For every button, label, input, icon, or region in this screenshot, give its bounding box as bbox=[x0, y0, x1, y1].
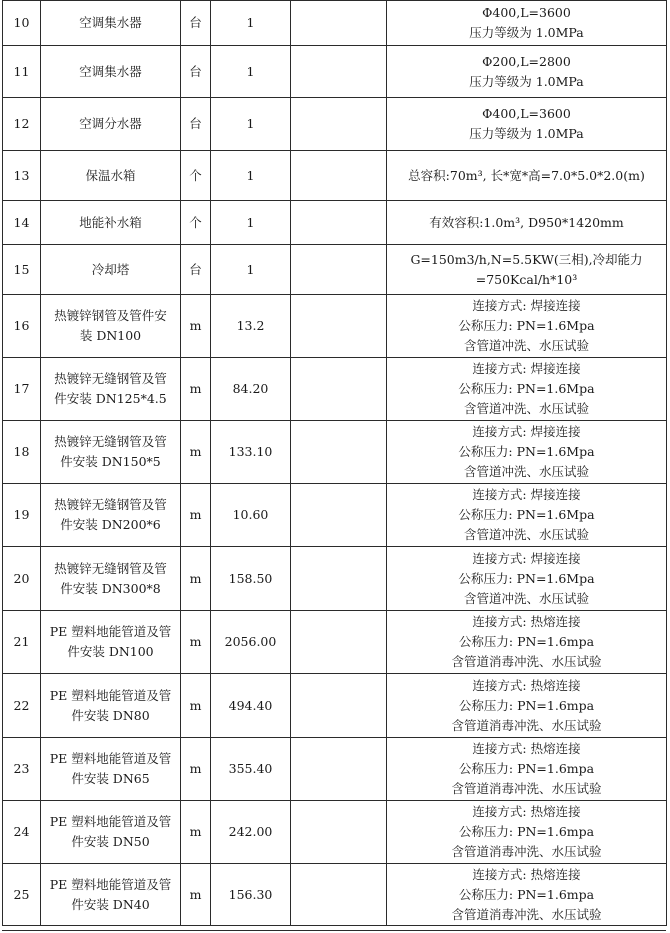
item-spec bbox=[387, 421, 667, 484]
item-spec bbox=[387, 358, 667, 421]
item-name-line: 地能补水箱 bbox=[79, 214, 142, 230]
item-quantity: 10.60 bbox=[211, 484, 291, 547]
item-number: 14 bbox=[3, 201, 41, 245]
table-row bbox=[3, 98, 667, 151]
item-name-line: 件安装 DN150*5 bbox=[60, 454, 161, 469]
item-number: 23 bbox=[3, 738, 41, 801]
item-spec bbox=[387, 738, 667, 801]
item-name-line: 热镀锌钢管及管件安 bbox=[54, 308, 167, 323]
item-spec bbox=[387, 801, 667, 864]
item-spec-line: 含管道消毒冲洗、水压试验 bbox=[451, 654, 602, 669]
item-name-line: PE 塑料地能管道及管 bbox=[49, 751, 172, 766]
item-name bbox=[41, 738, 181, 801]
item-name bbox=[41, 1, 181, 46]
bottom-rule bbox=[2, 930, 666, 931]
blank-cell bbox=[291, 864, 387, 926]
item-spec-line: 连接方式: 焊接连接 bbox=[472, 298, 581, 313]
item-unit: m bbox=[181, 611, 211, 674]
item-unit: 台 bbox=[181, 98, 211, 151]
item-name bbox=[41, 358, 181, 421]
item-name-line: 件安装 DN125*4.5 bbox=[54, 391, 167, 406]
blank-cell bbox=[291, 151, 387, 201]
item-name-line: 件安装 DN300*8 bbox=[60, 580, 161, 596]
item-spec-line: 含管道冲洗、水压试验 bbox=[463, 338, 589, 353]
item-number: 24 bbox=[3, 801, 41, 864]
item-name-line: 空调集水器 bbox=[79, 15, 142, 30]
item-spec-line: 连接方式: 焊接连接 bbox=[472, 361, 581, 376]
item-quantity: 1 bbox=[211, 1, 291, 46]
item-name-line: 件安装 DN40 bbox=[71, 896, 150, 912]
item-spec bbox=[387, 245, 667, 295]
blank-cell bbox=[291, 98, 387, 151]
item-spec-line: 连接方式: 热熔连接 bbox=[472, 804, 581, 819]
table-row bbox=[3, 801, 667, 864]
item-spec-line: Φ400,L=3600 bbox=[482, 5, 571, 20]
table-row bbox=[3, 1, 667, 46]
blank-cell bbox=[291, 611, 387, 674]
item-unit: 台 bbox=[181, 46, 211, 98]
item-name bbox=[41, 484, 181, 547]
item-spec bbox=[387, 674, 667, 738]
item-unit: m bbox=[181, 295, 211, 358]
table-row bbox=[3, 421, 667, 484]
table-row bbox=[3, 151, 667, 201]
item-quantity: 494.40 bbox=[211, 674, 291, 738]
item-name bbox=[41, 245, 181, 295]
item-quantity: 133.10 bbox=[211, 421, 291, 484]
item-spec-line: 公称压力: PN=1.6Mpa bbox=[458, 570, 595, 586]
table-row bbox=[3, 484, 667, 547]
item-number: 18 bbox=[3, 421, 41, 484]
item-quantity: 355.40 bbox=[211, 738, 291, 801]
item-spec-line: 含管道消毒冲洗、水压试验 bbox=[451, 906, 602, 922]
item-name-line: 空调分水器 bbox=[79, 116, 142, 131]
item-number: 20 bbox=[3, 547, 41, 611]
item-spec-line: 含管道消毒冲洗、水压试验 bbox=[451, 781, 602, 796]
item-unit: m bbox=[181, 674, 211, 738]
item-spec bbox=[387, 611, 667, 674]
item-number: 15 bbox=[3, 245, 41, 295]
item-spec-line: 含管道冲洗、水压试验 bbox=[463, 464, 589, 479]
item-spec-line: 公称压力: PN=1.6mpa bbox=[458, 761, 595, 776]
item-unit: m bbox=[181, 864, 211, 926]
item-quantity: 2056.00 bbox=[211, 611, 291, 674]
item-name bbox=[41, 611, 181, 674]
item-quantity: 84.20 bbox=[211, 358, 291, 421]
item-quantity: 1 bbox=[211, 201, 291, 245]
item-spec bbox=[387, 547, 667, 611]
item-name bbox=[41, 421, 181, 484]
item-spec-line: 连接方式: 热熔连接 bbox=[472, 614, 581, 629]
table-row bbox=[3, 358, 667, 421]
blank-cell bbox=[291, 738, 387, 801]
item-name-line: 热镀锌无缝钢管及管 bbox=[54, 371, 167, 386]
item-name-line: 空调集水器 bbox=[79, 63, 142, 79]
item-number: 10 bbox=[3, 1, 41, 46]
item-quantity: 13.2 bbox=[211, 295, 291, 358]
item-spec-line: 连接方式: 热熔连接 bbox=[472, 866, 581, 882]
item-spec-line: 含管道冲洗、水压试验 bbox=[463, 527, 589, 542]
item-quantity: 1 bbox=[211, 151, 291, 201]
blank-cell bbox=[291, 1, 387, 46]
item-number: 19 bbox=[3, 484, 41, 547]
item-unit: 台 bbox=[181, 245, 211, 295]
item-name-line: PE 塑料地能管道及管 bbox=[49, 814, 172, 829]
item-spec-line: 公称压力: PN=1.6Mpa bbox=[458, 318, 595, 333]
item-spec-line: 连接方式: 热熔连接 bbox=[472, 741, 581, 756]
item-spec-line: 含管道消毒冲洗、水压试验 bbox=[451, 844, 602, 859]
item-name bbox=[41, 801, 181, 864]
item-name bbox=[41, 46, 181, 98]
table-body bbox=[3, 1, 667, 926]
blank-cell bbox=[291, 421, 387, 484]
item-spec bbox=[387, 484, 667, 547]
table-row bbox=[3, 46, 667, 98]
table-row bbox=[3, 547, 667, 611]
blank-cell bbox=[291, 358, 387, 421]
item-name bbox=[41, 674, 181, 738]
item-spec-line: 连接方式: 热熔连接 bbox=[472, 677, 581, 693]
item-name bbox=[41, 295, 181, 358]
item-name-line: 件安装 DN65 bbox=[71, 771, 150, 786]
item-spec-line: 压力等级为 1.0MPa bbox=[469, 25, 584, 40]
item-number: 25 bbox=[3, 864, 41, 926]
item-number: 17 bbox=[3, 358, 41, 421]
item-unit: m bbox=[181, 547, 211, 611]
item-spec-line: 公称压力: PN=1.6mpa bbox=[458, 697, 595, 713]
item-name bbox=[41, 201, 181, 245]
item-spec-line: Φ400,L=3600 bbox=[482, 106, 571, 121]
item-number: 13 bbox=[3, 151, 41, 201]
item-name-line: 热镀锌无缝钢管及管 bbox=[54, 560, 167, 576]
blank-cell bbox=[291, 46, 387, 98]
item-name-line: PE 塑料地能管道及管 bbox=[49, 687, 172, 703]
item-spec-line: 连接方式: 焊接连接 bbox=[472, 424, 581, 439]
item-name-line: 热镀锌无缝钢管及管 bbox=[54, 434, 167, 449]
item-name-line: 装 DN100 bbox=[79, 328, 142, 343]
item-spec bbox=[387, 1, 667, 46]
item-spec-line: 公称压力: PN=1.6Mpa bbox=[458, 507, 595, 522]
item-name-line: 件安装 DN100 bbox=[67, 644, 154, 659]
item-name bbox=[41, 864, 181, 926]
item-unit: 个 bbox=[181, 151, 211, 201]
table-row bbox=[3, 201, 667, 245]
item-spec bbox=[387, 295, 667, 358]
table-row bbox=[3, 295, 667, 358]
item-unit: m bbox=[181, 484, 211, 547]
item-name-line: 冷却塔 bbox=[91, 261, 130, 277]
table-row bbox=[3, 611, 667, 674]
item-name bbox=[41, 151, 181, 201]
table-row bbox=[3, 864, 667, 926]
item-spec-line: 公称压力: PN=1.6mpa bbox=[458, 824, 595, 839]
table-row bbox=[3, 245, 667, 295]
blank-cell bbox=[291, 201, 387, 245]
blank-cell bbox=[291, 547, 387, 611]
item-name-line: PE 塑料地能管道及管 bbox=[49, 624, 172, 639]
item-quantity: 158.50 bbox=[211, 547, 291, 611]
blank-cell bbox=[291, 484, 387, 547]
item-spec bbox=[387, 201, 667, 245]
item-unit: m bbox=[181, 358, 211, 421]
item-spec-line: 公称压力: PN=1.6Mpa bbox=[458, 444, 595, 459]
blank-cell bbox=[291, 674, 387, 738]
item-name-line: 件安装 DN80 bbox=[71, 707, 150, 723]
equipment-table bbox=[2, 0, 667, 926]
blank-cell bbox=[291, 245, 387, 295]
blank-cell bbox=[291, 295, 387, 358]
table-row bbox=[3, 674, 667, 738]
item-number: 12 bbox=[3, 98, 41, 151]
item-spec-line: 公称压力: PN=1.6Mpa bbox=[458, 381, 595, 396]
item-quantity: 1 bbox=[211, 46, 291, 98]
item-spec-line: =750Kcal/h*10³ bbox=[475, 271, 578, 287]
item-name-line: 件安装 DN200*6 bbox=[60, 517, 161, 532]
item-spec bbox=[387, 864, 667, 926]
item-spec-line: Φ200,L=2800 bbox=[482, 53, 571, 69]
item-quantity: 156.30 bbox=[211, 864, 291, 926]
item-spec bbox=[387, 46, 667, 98]
item-spec-line: 含管道冲洗、水压试验 bbox=[463, 401, 589, 416]
item-unit: m bbox=[181, 738, 211, 801]
item-spec-line: 压力等级为 1.0MPa bbox=[469, 73, 584, 89]
item-name-line: 热镀锌无缝钢管及管 bbox=[54, 497, 167, 512]
item-unit: 台 bbox=[181, 1, 211, 46]
item-spec-line: G=150m3/h,N=5.5KW(三相),冷却能力 bbox=[410, 251, 643, 267]
item-number: 21 bbox=[3, 611, 41, 674]
item-number: 22 bbox=[3, 674, 41, 738]
item-name bbox=[41, 547, 181, 611]
item-spec-line: 含管道冲洗、水压试验 bbox=[463, 590, 589, 606]
item-spec-line: 连接方式: 焊接连接 bbox=[472, 550, 581, 566]
item-spec-line: 有效容积:1.0m³, D950*1420mm bbox=[429, 214, 624, 230]
item-spec-line: 压力等级为 1.0MPa bbox=[469, 126, 584, 141]
item-name bbox=[41, 98, 181, 151]
item-unit: 个 bbox=[181, 201, 211, 245]
item-name-line: PE 塑料地能管道及管 bbox=[49, 876, 172, 892]
item-spec-line: 连接方式: 焊接连接 bbox=[472, 487, 581, 502]
item-number: 11 bbox=[3, 46, 41, 98]
blank-cell bbox=[291, 801, 387, 864]
item-spec-line: 公称压力: PN=1.6mpa bbox=[458, 886, 595, 902]
item-name-line: 保温水箱 bbox=[85, 167, 136, 183]
table-row bbox=[3, 738, 667, 801]
item-spec-line: 含管道消毒冲洗、水压试验 bbox=[451, 717, 602, 733]
item-spec-line: 公称压力: PN=1.6mpa bbox=[458, 634, 595, 649]
item-number: 16 bbox=[3, 295, 41, 358]
item-name-line: 件安装 DN50 bbox=[71, 834, 150, 849]
item-spec-line: 总容积:70m³, 长*宽*高=7.0*5.0*2.0(m) bbox=[408, 167, 645, 183]
item-unit: m bbox=[181, 801, 211, 864]
item-spec bbox=[387, 151, 667, 201]
item-quantity: 1 bbox=[211, 245, 291, 295]
item-spec bbox=[387, 98, 667, 151]
item-quantity: 1 bbox=[211, 98, 291, 151]
item-unit: m bbox=[181, 421, 211, 484]
item-quantity: 242.00 bbox=[211, 801, 291, 864]
